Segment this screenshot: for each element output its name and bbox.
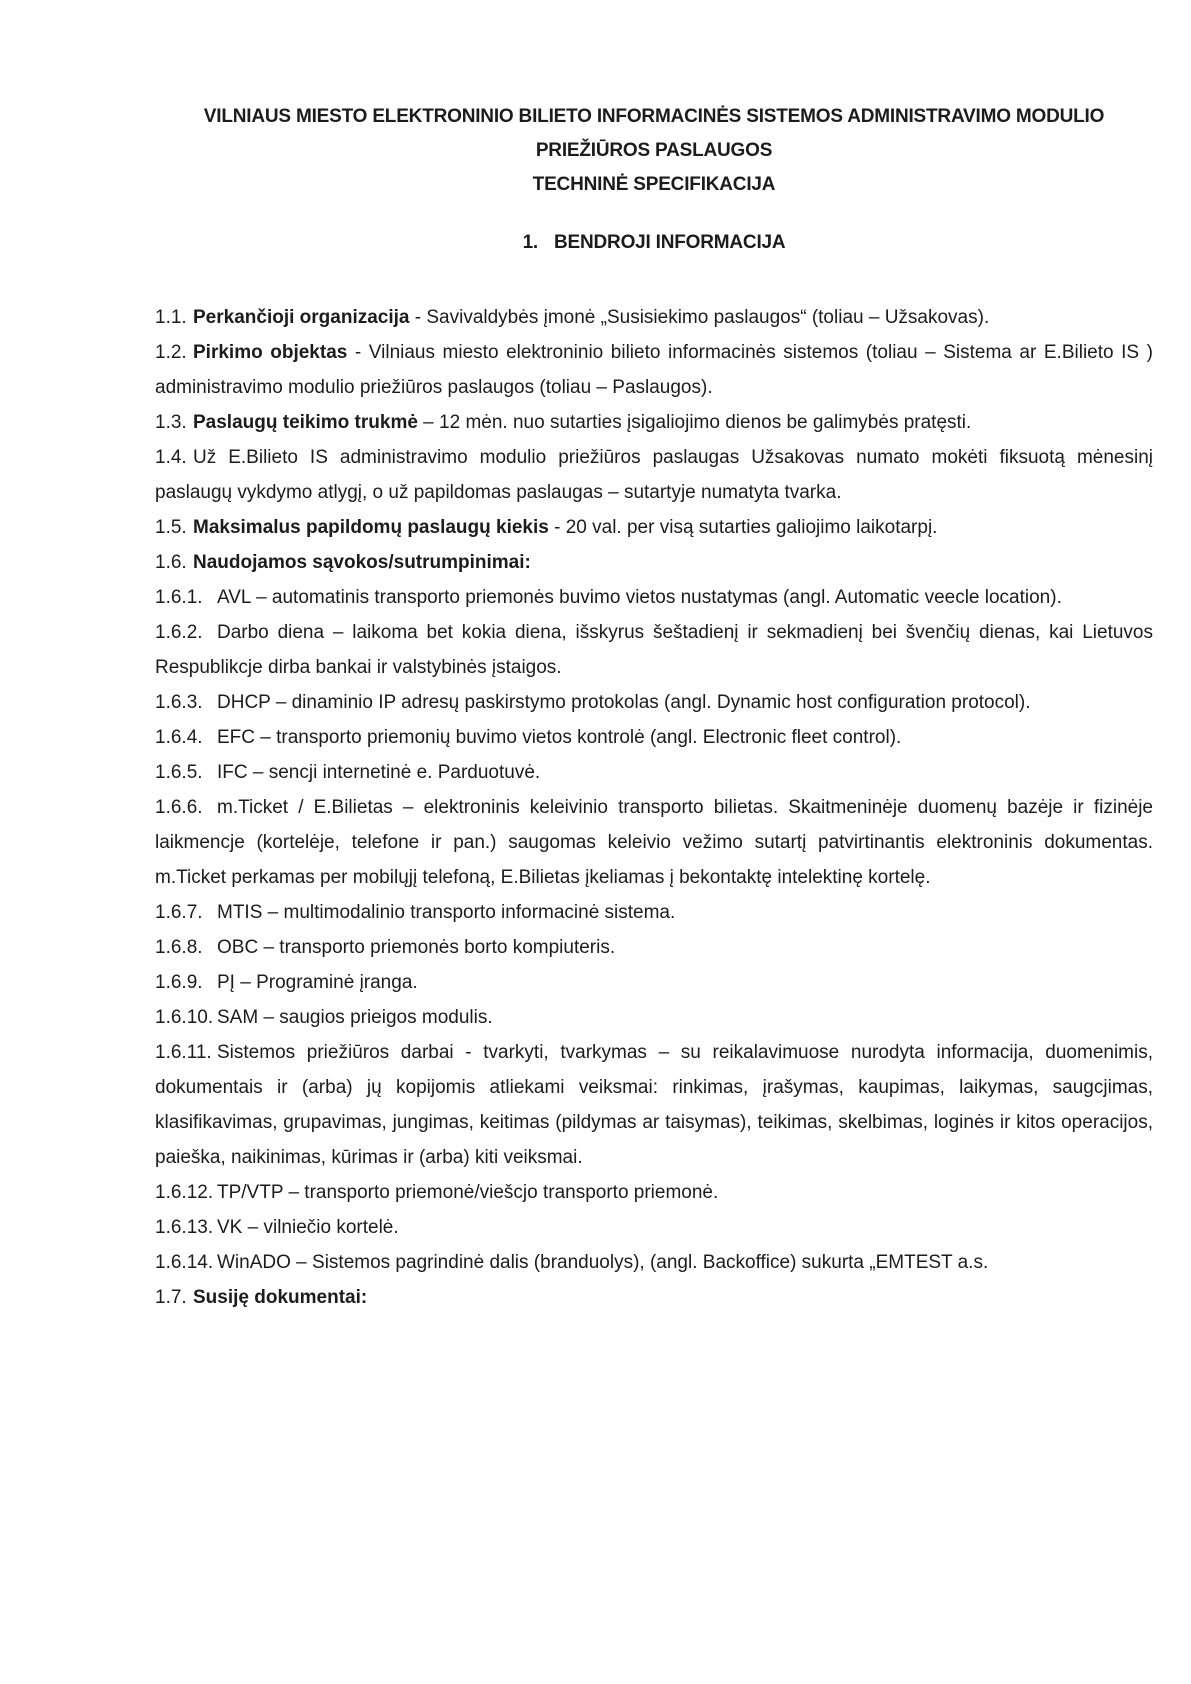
paragraph [155, 1210, 1153, 1245]
paragraph-text: DHCP – dinaminio IP adresų paskirstymo protokolas (angl. Dynamic host configuration protocol). [217, 692, 1031, 713]
paragraph-number: 1.6.2. [155, 622, 203, 643]
paragraph-number: 1.4. [155, 447, 187, 468]
paragraph-number: 1.6.10. [155, 1007, 214, 1028]
section-title: BENDROJI INFORMACIJA [554, 232, 786, 253]
paragraph [155, 1280, 1153, 1315]
paragraph-number: 1.6.1. [155, 587, 203, 608]
paragraph [155, 545, 1153, 580]
paragraph-text: MTIS – multimodalinio transporto informacinė sistema. [217, 902, 676, 923]
paragraph-list [155, 300, 1153, 1315]
paragraph [155, 335, 1153, 405]
paragraph [155, 510, 1153, 545]
section-heading [155, 232, 1153, 254]
paragraph [155, 580, 1153, 615]
paragraph-text: OBC – transporto priemonės borto kompiuteris. [217, 937, 616, 958]
paragraph-text: VK – vilniečio kortelė. [217, 1217, 399, 1238]
document-title-line-2: PRIEŽIŪROS PASLAUGOS [535, 140, 773, 161]
paragraph-term: Maksimalus papildomų paslaugų kiekis [193, 517, 549, 538]
paragraph-text: - Savivaldybės įmonė „Susisiekimo paslaugos“ (toliau – Užsakovas). [409, 307, 990, 328]
paragraph-text: SAM – saugios prieigos modulis. [217, 1007, 493, 1028]
paragraph-number: 1.7. [155, 1287, 187, 1308]
paragraph [155, 755, 1153, 790]
paragraph [155, 895, 1153, 930]
paragraph-text: EFC – transporto priemonių buvimo vietos kontrolė (angl. Electronic fleet control). [217, 727, 902, 748]
document-title-line-3: TECHNINĖ SPECIFIKACIJA [532, 174, 776, 195]
paragraph-text: - 20 val. per visą sutarties galiojimo laikotarpį. [548, 517, 938, 538]
paragraph-term: Naudojamos sąvokos/sutrumpinimai: [193, 552, 531, 573]
paragraph-number: 1.3. [155, 412, 187, 433]
paragraph [155, 615, 1153, 685]
paragraph [155, 790, 1153, 895]
paragraph-term: Perkančioji organizacija [193, 307, 410, 328]
paragraph-text: WinADO – Sistemos pagrindinė dalis (branduolys), (angl. Backoffice) sukurta „EMTEST a.s. [217, 1252, 989, 1273]
paragraph [155, 1000, 1153, 1035]
paragraph [155, 440, 1153, 510]
paragraph-number: 1.6.14. [155, 1252, 214, 1273]
paragraph-text: Sistemos priežiūros darbai - tvarkyti, tvarkymas – su reikalavimuose nurodyta informacija, duomenimis, dokumentais ir (arba) jų kopijomis atliekami veiksmai: rinkimas, įrašymas, kaupimas, laikymas, saugcjimas, klasifikavimas, grupavimas, jungimas, keitimas (pildymas ar taisymas), teikimas, skelbimas, loginės ir kitos operacijos, paieška, naikinimas, kūrimas ir (arba) kiti veiksmai. [155, 1042, 1153, 1168]
paragraph-text: m.Ticket / E.Bilietas – elektroninis keleivinio transporto bilietas. Skaitmeninėje duomenų bazėje ir fizinėje laikmencje (kortelėje, telefone ir pan.) saugomas keleivio vežimo sutartį patvirtinantis elektroninis dokumentas. m.Ticket perkamas per mobilųjį telefoną, E.Bilietas įkeliamas į bekontaktę intelektinę kortelę. [155, 797, 1153, 888]
paragraph-number: 1.1. [155, 307, 187, 328]
paragraph-text: AVL – automatinis transporto priemonės buvimo vietos nustatymas (angl. Automatic veecle location). [217, 587, 1062, 608]
paragraph [155, 300, 1153, 335]
paragraph-number: 1.6.12. [155, 1182, 214, 1203]
paragraph-number: 1.2. [155, 342, 187, 363]
paragraph [155, 1035, 1153, 1175]
paragraph-term: Pirkimo objektas [193, 342, 348, 363]
paragraph-text: Darbo diena – laikoma bet kokia diena, išskyrus šeštadienį ir sekmadienį bei švenčių dienas, kai Lietuvos Respublikcje dirba bankai ir valstybinės įstaigos. [155, 622, 1153, 678]
paragraph-number: 1.5. [155, 517, 187, 538]
paragraph-number: 1.6.7. [155, 902, 203, 923]
paragraph [155, 1175, 1153, 1210]
paragraph [155, 930, 1153, 965]
paragraph-number: 1.6. [155, 552, 187, 573]
paragraph-text: Už E.Bilieto IS administravimo modulio priežiūros paslaugas Užsakovas numato mokėti fiksuotą mėnesinį paslaugų vykdymo atlygį, o už papildomas paslaugas – sutartyje numatyta tvarka. [155, 447, 1153, 503]
document-title-line-1: VILNIAUS MIESTO ELEKTRONINIO BILIETO INFORMACINĖS SISTEMOS ADMINISTRAVIMO MODULIO [203, 106, 1105, 127]
paragraph-text: – 12 mėn. nuo sutarties įsigaliojimo dienos be galimybės pratęsti. [417, 412, 972, 433]
paragraph-number: 1.6.5. [155, 762, 203, 783]
paragraph-number: 1.6.9. [155, 972, 203, 993]
paragraph-term: Susiję dokumentai: [193, 1287, 368, 1308]
paragraph-text: IFC – sencji internetinė e. Parduotuvė. [217, 762, 541, 783]
paragraph [155, 965, 1153, 1000]
paragraph-text: PĮ – Programinė įranga. [217, 972, 418, 993]
paragraph-number: 1.6.11. [155, 1042, 212, 1063]
paragraph-number: 1.6.8. [155, 937, 203, 958]
paragraph-text: TP/VTP – transporto priemonė/viešcjo transporto priemonė. [217, 1182, 719, 1203]
document-title [155, 100, 1153, 202]
paragraph [155, 1245, 1153, 1280]
paragraph [155, 405, 1153, 440]
section-number: 1. [522, 232, 539, 253]
paragraph-number: 1.6.3. [155, 692, 203, 713]
paragraph-number: 1.6.6. [155, 797, 203, 818]
paragraph-text: - Vilniaus miesto elektroninio bilieto informacinės sistemos (toliau – Sistema ar E.Bilieto IS ) administravimo modulio priežiūros paslaugos (toliau – Paslaugos). [155, 342, 1153, 398]
paragraph-term: Paslaugų teikimo trukmė [193, 412, 418, 433]
paragraph [155, 720, 1153, 755]
paragraph-number: 1.6.4. [155, 727, 203, 748]
paragraph [155, 685, 1153, 720]
paragraph-number: 1.6.13. [155, 1217, 214, 1238]
